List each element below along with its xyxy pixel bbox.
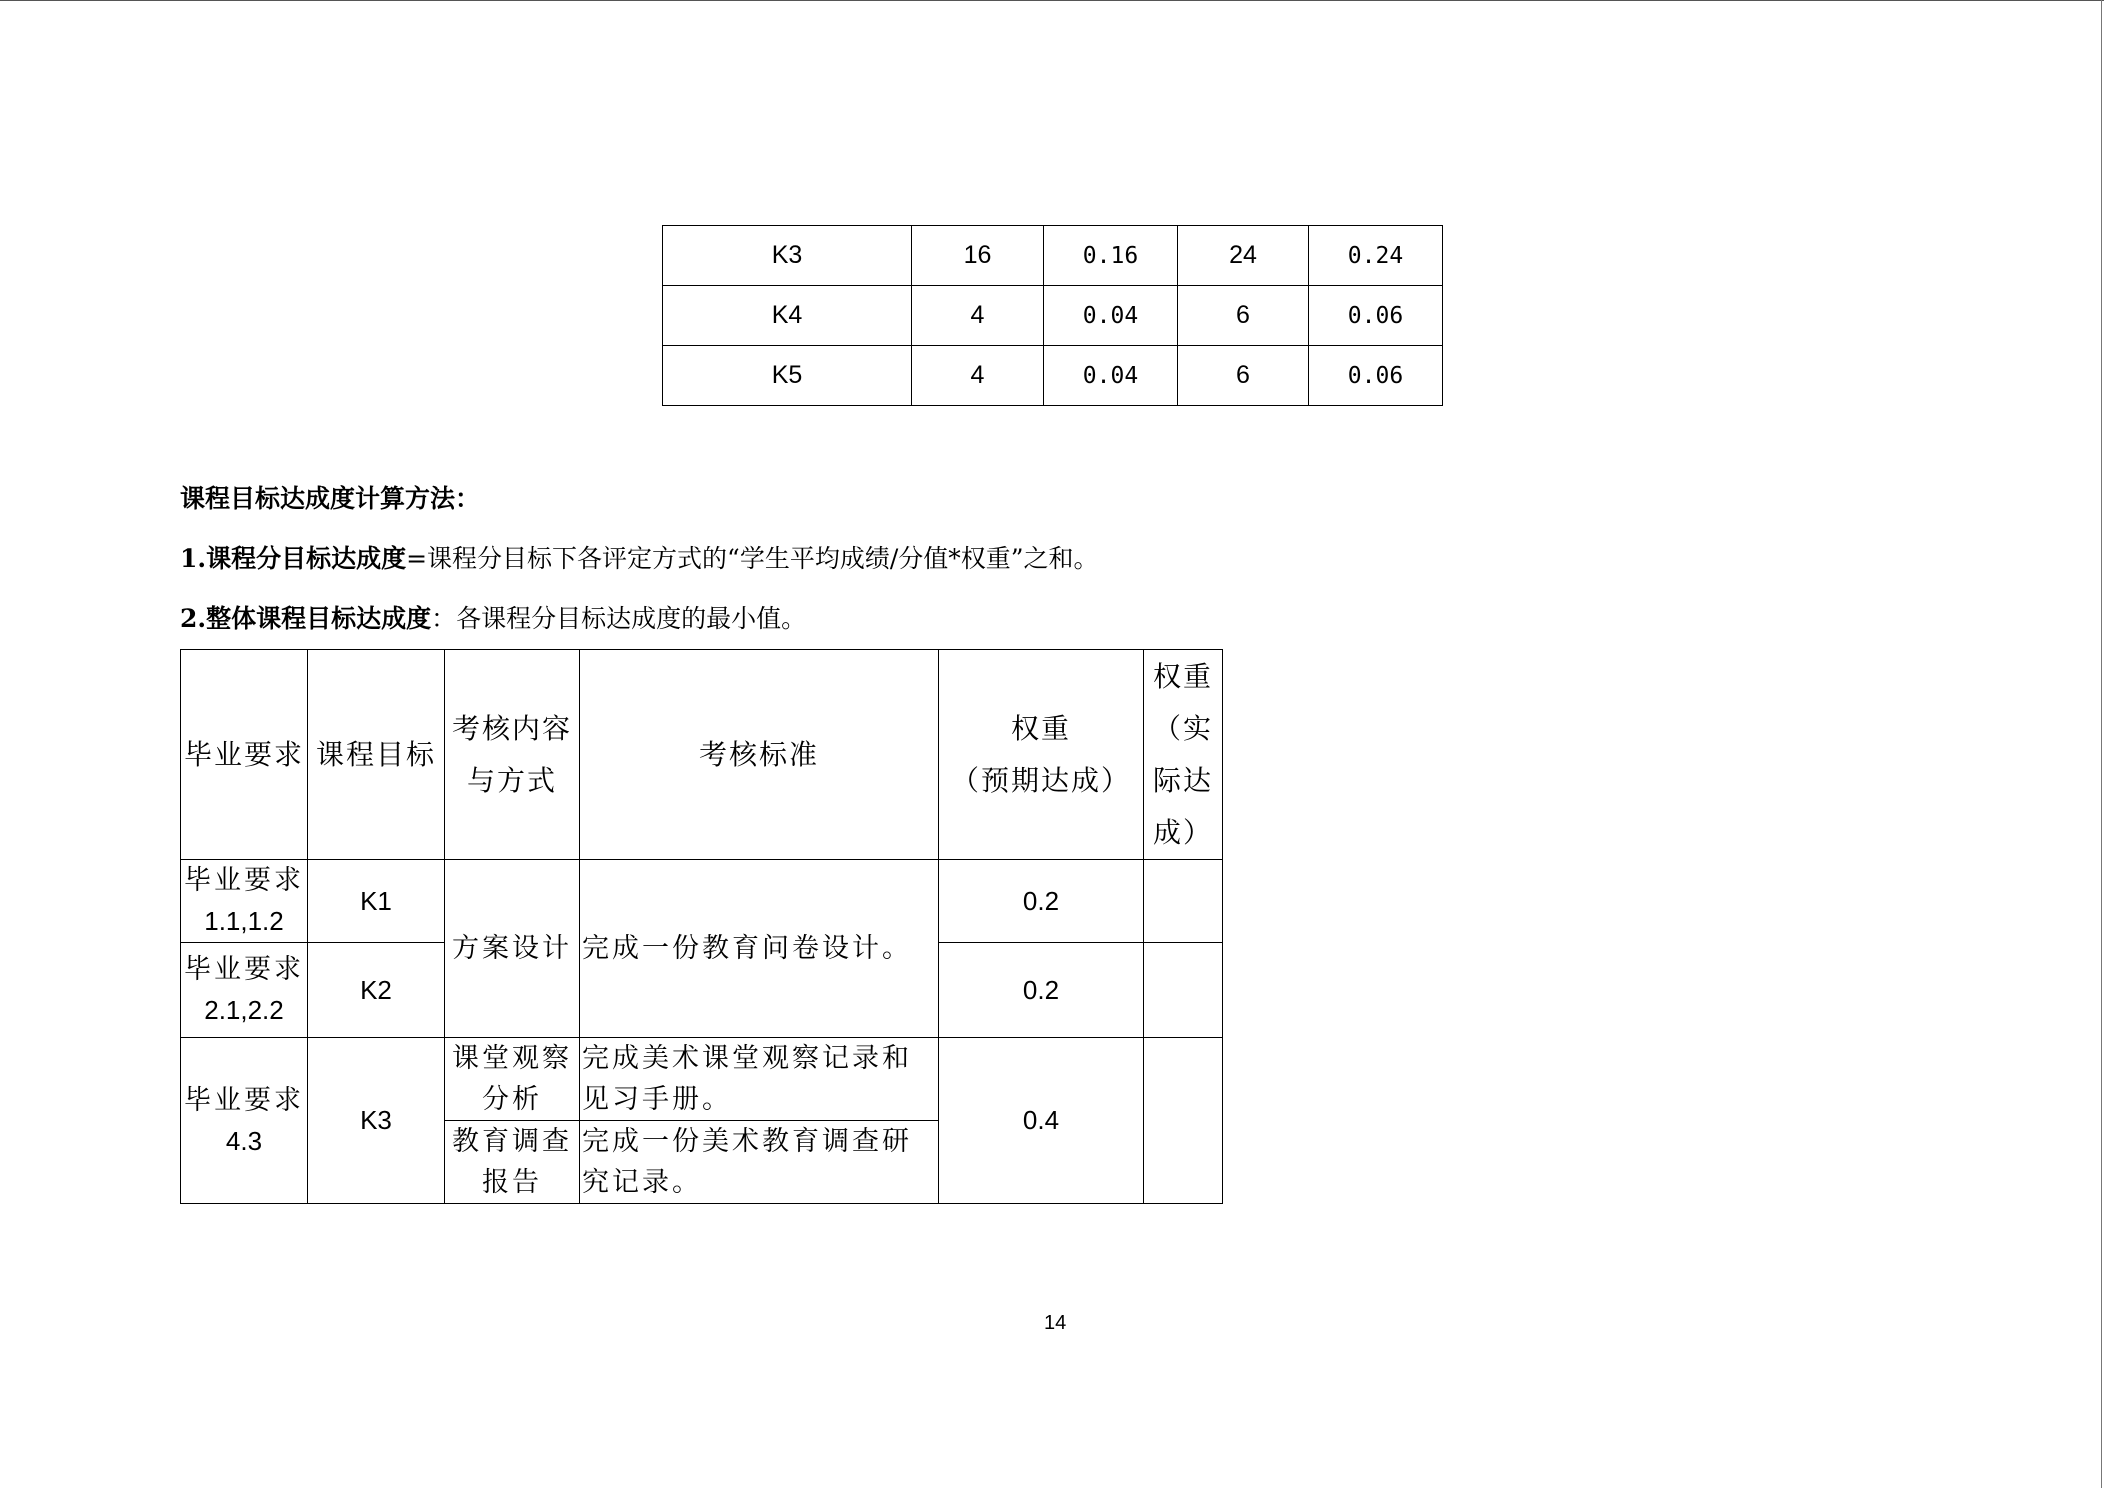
weight-cell: 0.4	[939, 1038, 1144, 1204]
method-item-1-term: 1.课程分目标达成度	[180, 544, 407, 573]
standard-cell: 完成美术课堂观察记录和 见习手册。	[580, 1038, 939, 1121]
table-cell: 4	[912, 346, 1044, 406]
weight-cell: 0.2	[939, 860, 1144, 943]
actual-weight-cell	[1144, 943, 1223, 1038]
method-cell: 课堂观察 分析	[445, 1038, 580, 1121]
header-weight-actual: 权重 （实 际达 成）	[1144, 650, 1223, 860]
method-item-1-text: =课程分目标下各评定方式的“学生平均成绩/分值*权重”之和。	[406, 544, 1099, 573]
table-cell: 0.04	[1044, 286, 1178, 346]
table-cell: 24	[1178, 226, 1309, 286]
table-cell: K5	[663, 346, 912, 406]
header-weight-expected: 权重 （预期达成）	[939, 650, 1144, 860]
table-row	[181, 860, 1223, 943]
page-number: 14	[1044, 1312, 1067, 1334]
method-heading: 课程目标达成度计算方法：	[180, 484, 481, 513]
table-cell: 0.16	[1044, 226, 1178, 286]
page-right-border	[2101, 0, 2102, 1488]
course-goal-cell: K2	[308, 943, 445, 1038]
table-cell: 0.06	[1309, 346, 1443, 406]
weight-cell: 0.2	[939, 943, 1144, 1038]
page-top-border	[0, 0, 2104, 1]
header-standard: 考核标准	[580, 650, 939, 860]
header-course-goal: 课程目标	[308, 650, 445, 860]
table-cell: 4	[912, 286, 1044, 346]
header-grad-req: 毕业要求	[181, 650, 308, 860]
method-item-2-term: 2.整体课程目标达成度	[180, 604, 432, 633]
table-cell: 0.24	[1309, 226, 1443, 286]
grad-req-cell: 毕业要求 2.1,2.2	[181, 943, 308, 1038]
table-cell: 6	[1178, 286, 1309, 346]
standard-cell: 完成一份美术教育调查研 究记录。	[580, 1121, 939, 1204]
table-cell: K3	[663, 226, 912, 286]
actual-weight-cell	[1144, 1038, 1223, 1204]
score-weight-table	[662, 225, 1443, 406]
table-cell: 6	[1178, 346, 1309, 406]
course-goal-cell: K1	[308, 860, 445, 943]
table-row	[663, 226, 1443, 286]
course-goal-cell: K3	[308, 1038, 445, 1204]
table-row	[663, 346, 1443, 406]
grad-req-cell: 毕业要求 1.1,1.2	[181, 860, 308, 943]
method-cell: 方案设计	[445, 860, 580, 1038]
header-content-method: 考核内容 与方式	[445, 650, 580, 860]
method-cell: 教育调查 报告	[445, 1121, 580, 1204]
table-row	[181, 1038, 1223, 1121]
assessment-table	[180, 649, 1223, 1204]
table-cell: K4	[663, 286, 912, 346]
table-row	[663, 286, 1443, 346]
actual-weight-cell	[1144, 860, 1223, 943]
table-cell: 16	[912, 226, 1044, 286]
table-header-row	[181, 650, 1223, 860]
table-cell: 0.04	[1044, 346, 1178, 406]
grad-req-cell: 毕业要求 4.3	[181, 1038, 308, 1204]
standard-cell: 完成一份教育问卷设计。	[580, 860, 939, 1038]
table-cell: 0.06	[1309, 286, 1443, 346]
method-item-1	[180, 544, 1099, 574]
method-item-2	[180, 604, 806, 634]
method-item-2-text: ：各课程分目标达成度的最小值。	[431, 604, 807, 633]
